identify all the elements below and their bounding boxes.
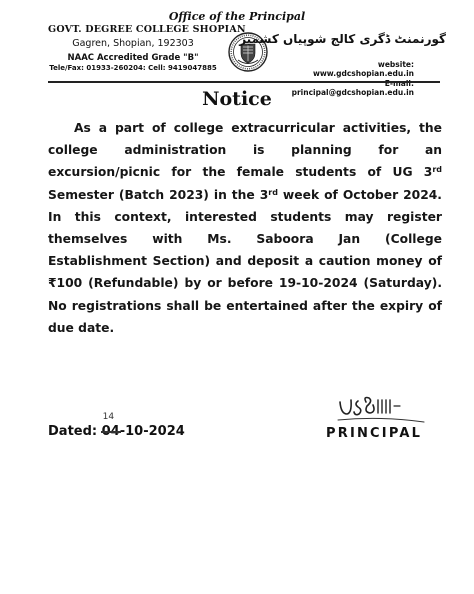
notice-body-part-3: week of October 2024. In this context, interested students may register themselves with Ms. Saboora Jan (College Establishment Section) and deposit a caution money of ₹100 (Refundable) by or before 19-10-2024 (Saturday). No registrations shall be entertained after the expiry of due date.	[48, 187, 442, 335]
dated-label: Dated:	[48, 424, 102, 439]
college-name: GOVT. DEGREE COLLEGE SHOPIAN	[48, 24, 246, 35]
principal-signature	[336, 392, 426, 428]
office-of-principal-heading: Office of the Principal	[168, 10, 306, 23]
date-day	[101, 412, 120, 439]
naac-grade: NAAC Accredited Grade "B"	[67, 53, 199, 63]
college-name-urdu: گورنمنٹ ڈگری کالج شوپیاں کشمیر	[239, 32, 446, 46]
letterhead-divider	[48, 81, 440, 83]
signatory-title: PRINCIPAL	[326, 426, 423, 441]
date-month-year: -10-2024	[119, 424, 185, 439]
notice-body-part-1: As a part of college extracurricular activities, the college administration is planning for an excursion/picnic for the female students of UG 3	[48, 121, 442, 180]
notice-body-part-2: Semester (Batch 2023) in the 3	[48, 187, 269, 202]
notice-body	[48, 117, 442, 339]
college-address: Gagren, Shopian, 192303	[72, 38, 194, 49]
original-day: 04	[101, 424, 120, 439]
strikethrough-mark	[101, 431, 121, 433]
handwritten-day-correction: 14	[102, 412, 115, 422]
contact-numbers: Tele/Fax: 01933-260204: Cell: 9419047885	[49, 64, 217, 72]
dated-line	[48, 412, 185, 439]
ordinal-suffix: rd	[268, 187, 278, 197]
college-website: website: www.gdcshopian.edu.in	[312, 60, 414, 78]
notice-title: Notice	[202, 88, 272, 110]
letterhead-left	[48, 24, 246, 72]
college-email: E-mail: principal@gdcshopian.edu.in	[291, 79, 414, 97]
ordinal-suffix: rd	[432, 165, 442, 175]
